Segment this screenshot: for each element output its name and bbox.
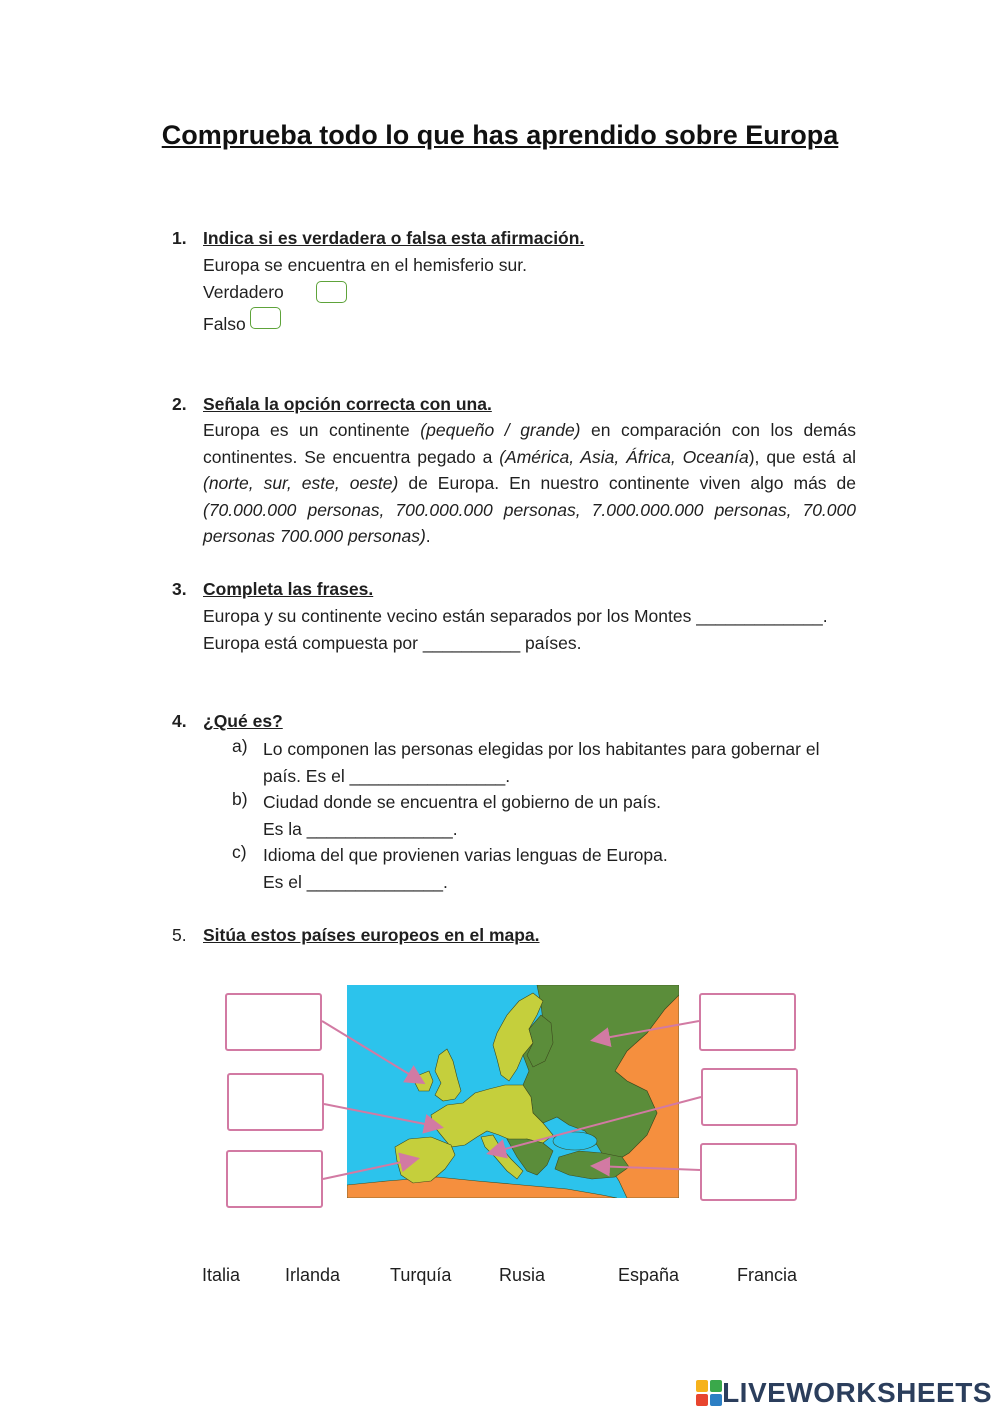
q4-b-label: b) (232, 789, 248, 809)
q2-text-4: de Europa. En nuestro continente viven algo más de (398, 473, 857, 493)
q3-line-1: Europa y su continente vecino están separados por los Montes _____________. (203, 606, 828, 626)
liveworksheets-logo-text: LIVEWORKSHEETS (722, 1377, 992, 1408)
q4-c-label: c) (232, 842, 247, 862)
q2-option-population[interactable]: (70.000.000 personas, 700.000.000 personas, 7.000.000.000 personas, 70.000 personas 700.000 personas) (203, 499, 856, 546)
q4-c-line-1: Idioma del que provienen varias lenguas de Europa. (263, 845, 668, 865)
q1-option-true-label: Verdadero (203, 282, 284, 302)
q4-a-line-1: Lo componen las personas elegidas por los habitantes para gobernar el (263, 739, 820, 759)
liveworksheets-logo-icon (696, 1380, 722, 1406)
q1-number: 1. (172, 228, 187, 248)
word-bank-item[interactable]: Turquía (390, 1265, 452, 1285)
q4-number: 4. (172, 711, 187, 731)
q5-number: 5. (172, 925, 187, 945)
q2-text-5: . (425, 526, 431, 546)
q4-b-line-1: Ciudad donde se encuentra el gobierno de un país. (263, 792, 661, 812)
word-bank-item[interactable]: España (618, 1265, 680, 1285)
q1-heading: Indica si es verdadera o falsa esta afirmación. (203, 228, 585, 248)
q4-b-line-2: Es la _______________. (263, 819, 458, 839)
q5-heading: Sitúa estos países europeos en el mapa. (203, 925, 540, 945)
q2-text-2: en comparación con los demás continentes. Se encuentra pegado a (203, 420, 856, 467)
arrow-left-1 (322, 1021, 422, 1082)
arrow-left-3 (323, 1159, 416, 1179)
q1-option-false-label: Falso (203, 314, 246, 334)
q2-heading: Señala la opción correcta con una. (203, 394, 492, 414)
liveworksheets-logo (696, 1376, 992, 1410)
q1-statement: Europa se encuentra en el hemisferio sur. (203, 255, 527, 275)
word-bank-item[interactable]: Italia (202, 1265, 241, 1285)
word-bank-item[interactable]: Irlanda (285, 1265, 341, 1285)
q4-a-label: a) (232, 736, 248, 756)
q2-text-3: ), que está al (748, 446, 856, 467)
q2-number: 2. (172, 394, 187, 414)
q4-a-line-2: país. Es el ________________. (263, 766, 511, 786)
arrow-right-3 (594, 1166, 700, 1170)
q2-option-neighbor[interactable]: (América, Asia, África, Oceanía (499, 446, 749, 467)
q4-c-line-2: Es el ______________. (263, 872, 448, 892)
arrow-right-2 (490, 1097, 701, 1153)
q2-option-direction[interactable]: (norte, sur, este, oeste) (203, 473, 399, 493)
page-title: Comprueba todo lo que has aprendido sobre Europa (161, 120, 839, 150)
q3-number: 3. (172, 579, 187, 599)
arrow-left-2 (324, 1104, 440, 1127)
q2-text-1: Europa es un continente (203, 420, 421, 440)
q3-line-2: Europa está compuesta por __________ países. (203, 633, 582, 653)
word-bank-item[interactable]: Francia (737, 1265, 798, 1285)
arrow-right-1 (594, 1021, 699, 1040)
word-bank-item[interactable]: Rusia (499, 1265, 546, 1285)
q2-option-size[interactable]: (pequeño / grande) (420, 420, 581, 440)
q3-heading: Completa las frases. (203, 579, 374, 599)
q4-heading: ¿Qué es? (203, 711, 283, 731)
